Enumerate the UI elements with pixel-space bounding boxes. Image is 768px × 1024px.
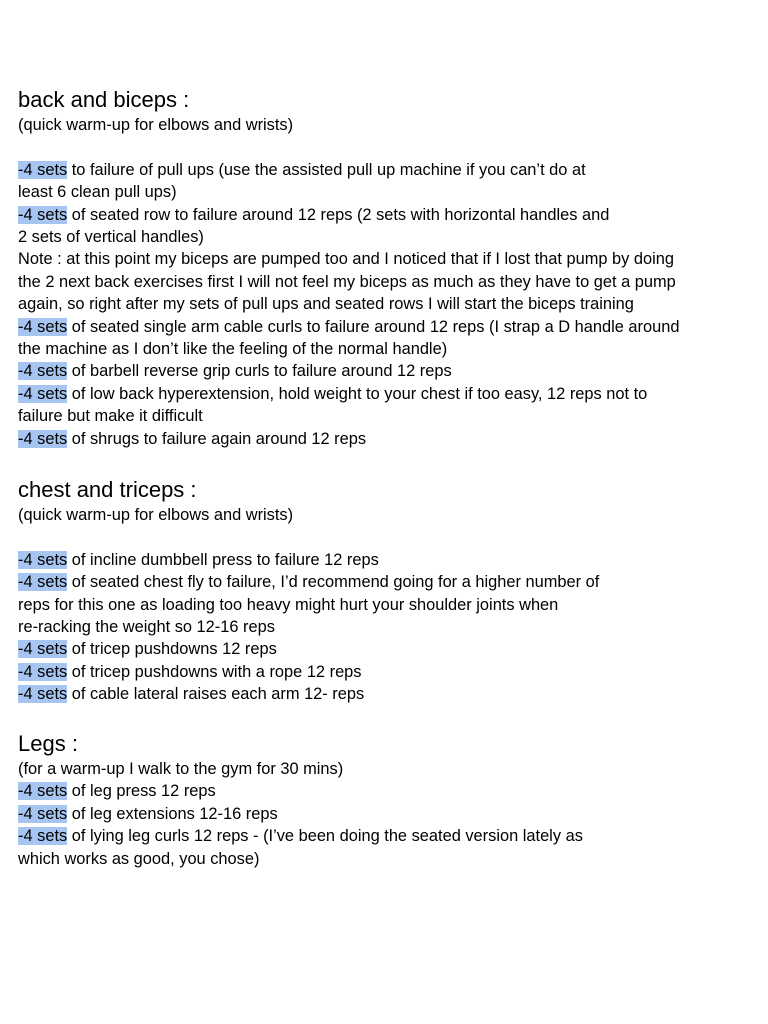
document-line [18, 661, 758, 683]
document-line [18, 316, 758, 338]
document-line [18, 405, 758, 427]
line-text: of leg extensions 12-16 reps [67, 804, 278, 823]
sets-highlight: -4 sets [18, 362, 68, 381]
document-line [18, 526, 758, 548]
document-line [18, 825, 758, 847]
document-line [18, 114, 758, 136]
line-text: of seated row to failure around 12 reps (2 sets with horizontal handles and [67, 205, 610, 224]
sets-highlight: -4 sets [18, 685, 68, 704]
sets-highlight: -4 sets [18, 550, 68, 569]
document-line [18, 293, 758, 315]
document-line [18, 638, 758, 660]
line-text: re-racking the weight so 12-16 reps [18, 618, 275, 637]
document-line [18, 616, 758, 638]
line-text: of leg press 12 reps [67, 782, 216, 801]
line-text: of seated chest fly to failure, I’d recommend going for a higher number of [67, 573, 600, 592]
line-text: of barbell reverse grip curls to failure around 12 reps [67, 362, 452, 381]
sets-highlight: -4 sets [18, 827, 68, 846]
document-line [18, 136, 758, 158]
line-text: (quick warm-up for elbows and wrists) [18, 116, 294, 134]
document-line [18, 204, 758, 226]
section-heading: Legs : [18, 731, 78, 756]
document-line [18, 594, 758, 616]
document-line [18, 803, 758, 825]
document-line [18, 428, 758, 450]
section-heading: chest and triceps : [18, 477, 197, 502]
sets-highlight: -4 sets [18, 384, 68, 403]
line-text: failure but make it difficult [18, 407, 203, 426]
document-line [18, 504, 758, 526]
document-line [18, 181, 758, 203]
line-text: of shrugs to failure again around 12 reps [67, 429, 367, 448]
document-line [18, 683, 758, 705]
line-text: the 2 next back exercises first I will not feel my biceps as much as they have to get a pump [18, 272, 676, 291]
section-heading: back and biceps : [18, 87, 190, 112]
line-text: 2 sets of vertical handles) [18, 228, 204, 247]
line-text: of lying leg curls 12 reps - (I’ve been doing the seated version lately as [67, 827, 583, 846]
section-back-and-biceps [18, 86, 758, 450]
document-line [18, 383, 758, 405]
document-line [18, 248, 758, 270]
line-text: the machine as I don’t like the feeling of the normal handle) [18, 340, 448, 359]
sets-highlight: -4 sets [18, 662, 68, 681]
section-legs [18, 730, 758, 870]
line-text: reps for this one as loading too heavy might hurt your shoulder joints when [18, 595, 559, 614]
sets-highlight: -4 sets [18, 160, 68, 179]
line-text: to failure of pull ups (use the assisted pull up machine if you can’t do at [67, 160, 586, 179]
line-text: of tricep pushdowns 12 reps [67, 640, 277, 659]
sets-highlight: -4 sets [18, 317, 68, 336]
document-line [18, 338, 758, 360]
document-line [18, 780, 758, 802]
line-text: of tricep pushdowns with a rope 12 reps [67, 662, 362, 681]
line-text: again, so right after my sets of pull ups and seated rows I will start the biceps training [18, 295, 634, 314]
line-text: Note : at this point my biceps are pumped too and I noticed that if I lost that pump by doing [18, 250, 675, 269]
line-text: of cable lateral raises each arm 12- reps [67, 685, 365, 704]
document-line [18, 571, 758, 593]
sets-highlight: -4 sets [18, 640, 68, 659]
document-line [18, 360, 758, 382]
document-line [18, 159, 758, 181]
document-line [18, 758, 758, 780]
sets-highlight: -4 sets [18, 804, 68, 823]
line-text: of seated single arm cable curls to failure around 12 reps (I strap a D handle around [67, 317, 680, 336]
line-text: (for a warm-up I walk to the gym for 30 mins) [18, 760, 344, 778]
sets-highlight: -4 sets [18, 573, 68, 592]
sets-highlight: -4 sets [18, 782, 68, 801]
document-line [18, 848, 758, 870]
document-line [18, 226, 758, 248]
line-text: least 6 clean pull ups) [18, 183, 177, 202]
line-text: which works as good, you chose) [18, 849, 260, 868]
sets-highlight: -4 sets [18, 429, 68, 448]
line-text: of incline dumbbell press to failure 12 reps [67, 550, 379, 569]
section-chest-and-triceps [18, 476, 758, 706]
sets-highlight: -4 sets [18, 205, 68, 224]
line-text: (quick warm-up for elbows and wrists) [18, 506, 294, 524]
line-text: of low back hyperextension, hold weight to your chest if too easy, 12 reps not to [67, 384, 648, 403]
document-line [18, 271, 758, 293]
document-line [18, 549, 758, 571]
